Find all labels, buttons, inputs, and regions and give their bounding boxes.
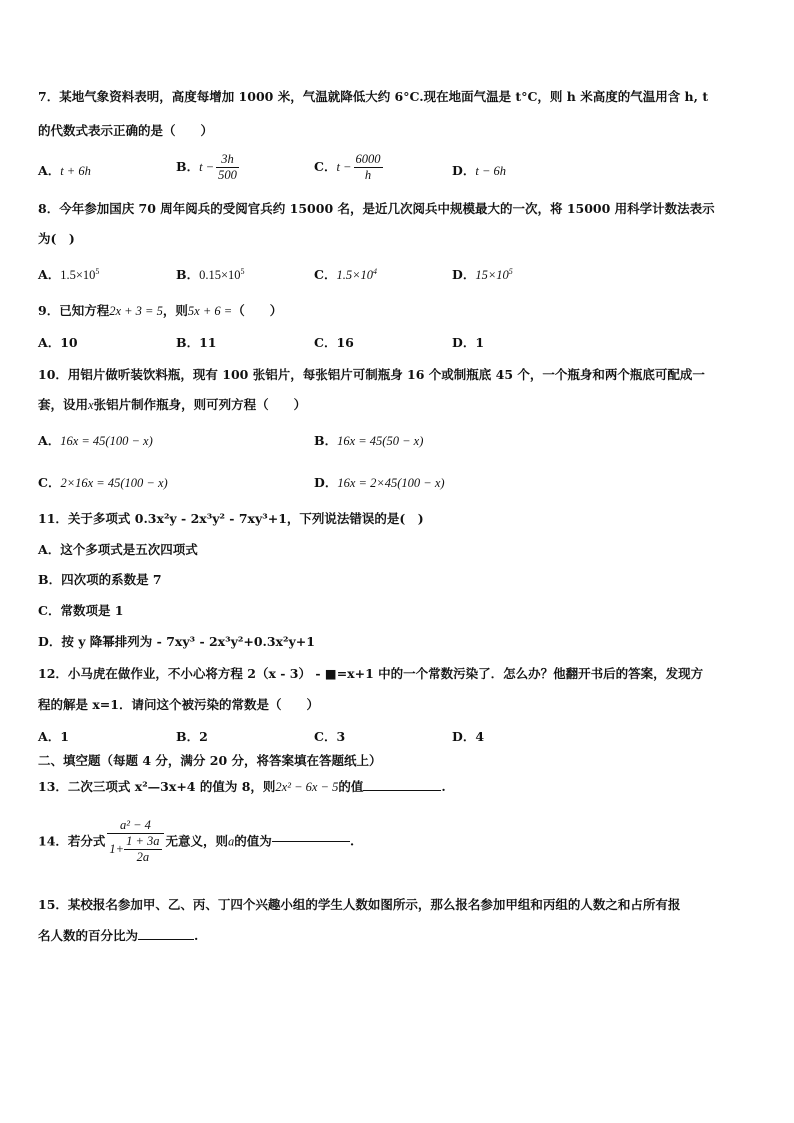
- q7-option-d: D．t − 6h: [452, 163, 507, 178]
- q14-answer-blank[interactable]: [272, 841, 350, 842]
- q9-option-b: B．11: [176, 335, 217, 350]
- q12-option-a: A．1: [38, 729, 69, 744]
- q11-option-a: A．这个多项式是五次四项式: [38, 542, 198, 557]
- q10-stem-line1: 10．用铝片做听装饮料瓶，现有 100 张铝片，每张铝片可制瓶身 16 个或制瓶底 45 个，一个瓶身和两个瓶底可配成一: [38, 367, 705, 382]
- q11-option-c: C．常数项是 1: [38, 603, 124, 618]
- q14-fraction: a² − 4 1+ $\frac{1 + 3a}{2a}$: [107, 818, 163, 865]
- q11-option-d: D．按 y 降幂排列为 - 7xy³ - 2x³y²+0.3x²y+1: [38, 634, 315, 649]
- q11-option-b: B．四次项的系数是 7: [38, 572, 162, 587]
- q9-option-d: D．1: [452, 335, 485, 350]
- q13-stem: 13．二次三项式 x²—3x+4 的值为 8，则2x² − 6x − 5的值 .: [38, 779, 446, 794]
- q12-stem-line2: 程的解是 x=1．请问这个被污染的常数是（ ）: [38, 697, 319, 712]
- q7-option-c-fraction: $\frac{6000}{h}$: [355, 152, 381, 182]
- q7-option-b-fraction: $\frac{3h}{500}$: [218, 152, 237, 182]
- q8-option-b: B．$0.15\times 10^5$: [176, 266, 245, 282]
- q10-option-c: C．2×16x = 45(100 − x): [38, 475, 168, 490]
- q15-stem-line2: 名人数的百分比为 .: [38, 928, 199, 943]
- q14-stem: 14．若分式 a² − 4 1+ $\frac{1 + 3a}{2a}$ 无意义，则a的值为 .: [38, 818, 355, 864]
- q12-option-d: D．4: [452, 729, 485, 744]
- q8-stem-line2: 为( ): [38, 231, 75, 246]
- q10-option-b: B．16x = 45(50 − x): [314, 433, 424, 448]
- q8-option-c: C．$1.5\times 10^4$: [314, 266, 378, 282]
- q8-option-a: A．$1.5\times 10^5$: [38, 266, 100, 282]
- q12-stem-line1: 12．小马虎在做作业，不小心将方程 2（x - 3） - ■=x+1 中的一个常数污染了．怎么办？他翻开书后的答案，发现方: [38, 666, 704, 681]
- q7-stem-line1: 7．某地气象资料表明，高度每增加 1000 米，气温就降低大约 6°C.现在地面气温是 t°C，则 h 米高度的气温用含 h, t: [38, 89, 709, 104]
- q10-option-d: D．16x = 2×45(100 − x): [314, 475, 445, 490]
- q15-stem-line1: 15．某校报名参加甲、乙、丙、丁四个兴趣小组的学生人数如图所示，那么报名参加甲组和丙组的人数之和占所有报: [38, 897, 681, 912]
- q9-option-c: C．16: [314, 335, 354, 350]
- q10-option-a: A．16x = 45(100 − x): [38, 433, 153, 448]
- q12-option-b: B．2: [176, 729, 208, 744]
- q10-stem-line2: 套，设用x张铝片制作瓶身，则可列方程（ ）: [38, 397, 307, 412]
- q15-answer-blank[interactable]: [138, 939, 194, 940]
- q13-answer-blank[interactable]: [363, 790, 441, 791]
- q12-option-c: C．3: [314, 729, 346, 744]
- q11-stem: 11．关于多项式 0.3x²y - 2x³y² - 7xy³+1，下列说法错误的是( ): [38, 511, 424, 526]
- section-2-title: 二、填空题（每题 4 分，满分 20 分，将答案填在答题纸上）: [38, 753, 382, 768]
- q9-option-a: A．10: [38, 335, 78, 350]
- q8-option-d: D．$15\times 10^5$: [452, 266, 513, 282]
- q9-stem: 9．已知方程2x + 3 = 5，则5x + 6 =（ ）: [38, 303, 283, 318]
- q7-option-a: A．t + 6h: [38, 163, 91, 178]
- q8-stem-line1: 8．今年参加国庆 70 周年阅兵的受阅官兵约 15000 名，是近几次阅兵中规模最大的一次，将 15000 用科学计数法表示: [38, 201, 715, 216]
- q7-option-b: B．t − $\frac{3h}{500}$: [176, 152, 237, 182]
- q7-option-c: C．t − $\frac{6000}{h}$: [314, 152, 381, 182]
- q7-stem-line2: 的代数式表示正确的是（ ）: [38, 123, 214, 138]
